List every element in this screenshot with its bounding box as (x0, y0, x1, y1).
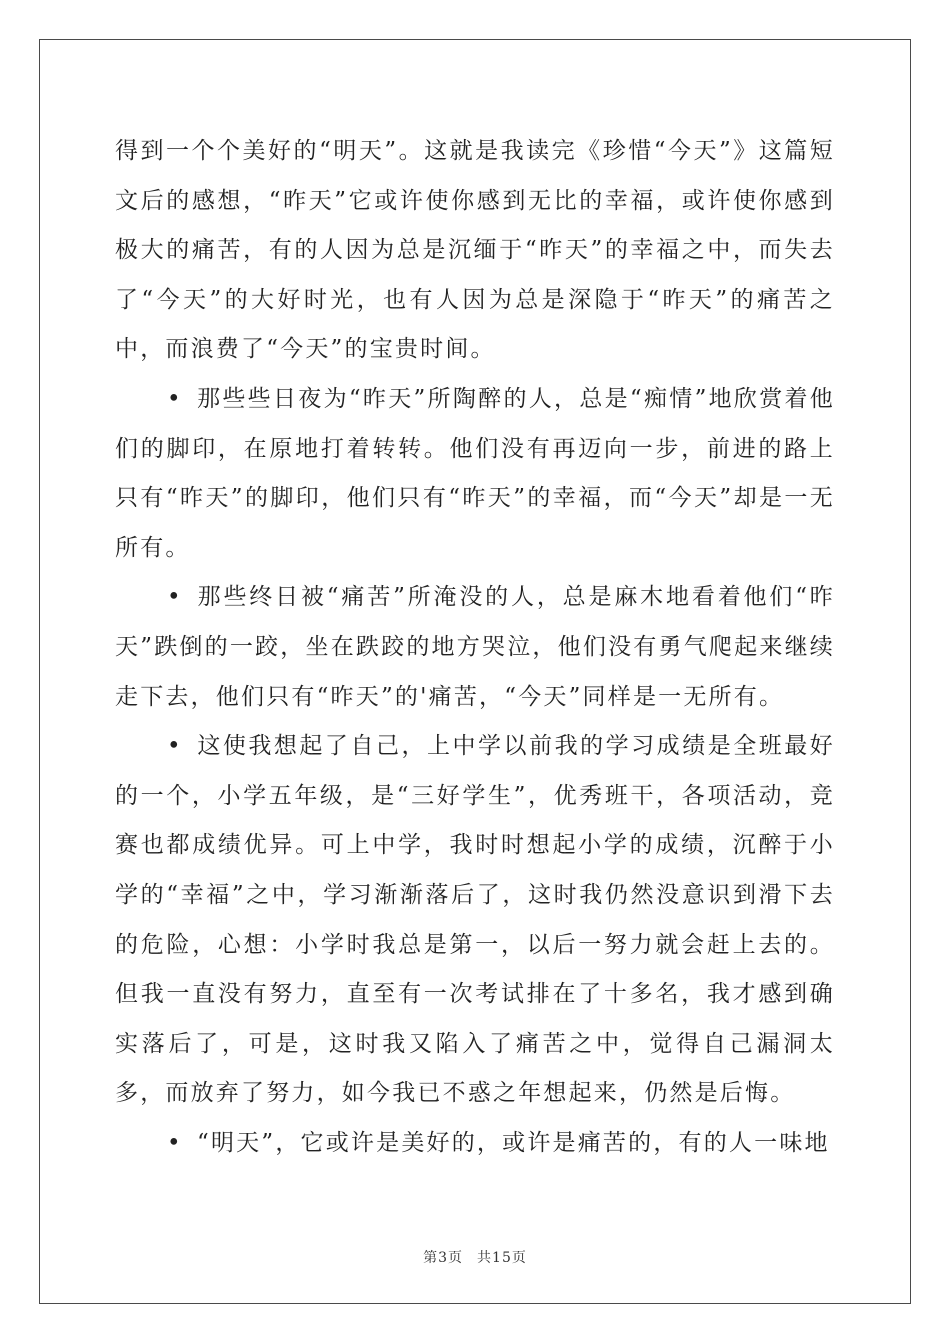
paragraph-text: 那些终日被“痛苦”所淹没的人，总是麻木地看着他们“昨天”跌倒的一跤，坐在跌跤的地方哭泣，他们没有勇气爬起来继续走下去，他们只有“昨天”的'痛苦，“今天”同样是一无所有。 (115, 584, 835, 710)
bullet-icon: • (167, 385, 183, 412)
paragraph-text: 得到一个个美好的“明天”。这就是我读完《珍惜“今天”》这篇短文后的感想，“昨天”它或许使你感到无比的幸福，或许使你感到极大的痛苦，有的人因为总是沉缅于“昨天”的幸福之中，而失去了“今天”的大好时光，也有人因为总是深隐于“昨天”的痛苦之中，而浪费了“今天”的宝贵时间。 (115, 138, 835, 363)
document-body (115, 127, 835, 1168)
paragraph-1 (115, 127, 835, 375)
bullet-icon: • (167, 733, 183, 760)
page-footer (0, 1247, 950, 1267)
paragraph-text: “明天”，它或许是美好的，或许是痛苦的，有的人一味地 (197, 1129, 830, 1156)
paragraph-text: 这使我想起了自己，上中学以前我的学习成绩是全班最好的一个，小学五年级，是“三好学生”，优秀班干，各项活动，竞赛也都成绩优异。可上中学，我时时想起小学的成绩，沉醉于小学的“幸福”之中，学习渐渐落后了，这时我仍然没意识到滑下去的危险，心想：小学时我总是第一，以后一努力就会赶上去的。但我一直没有努力，直至有一次考试排在了十多名，我才感到确实落后了，可是，这时我又陷入了痛苦之中，觉得自己漏洞太多，而放弃了努力，如今我已不惑之年想起来，仍然是后悔。 (115, 733, 835, 1107)
paragraph-2 (115, 375, 835, 573)
page-number: 第3页 (423, 1250, 464, 1266)
page-total: 共15页 (477, 1250, 527, 1266)
paragraph-3 (115, 573, 835, 722)
paragraph-4 (115, 722, 835, 1119)
bullet-icon: • (167, 584, 183, 611)
paragraph-5 (115, 1119, 835, 1169)
paragraph-text: 那些些日夜为“昨天”所陶醉的人，总是“痴情”地欣赏着他们的脚印，在原地打着转转。他们没有再迈向一步，前进的路上只有“昨天”的脚印，他们只有“昨天”的幸福，而“今天”却是一无所有。 (115, 385, 835, 561)
bullet-icon: • (167, 1129, 183, 1156)
